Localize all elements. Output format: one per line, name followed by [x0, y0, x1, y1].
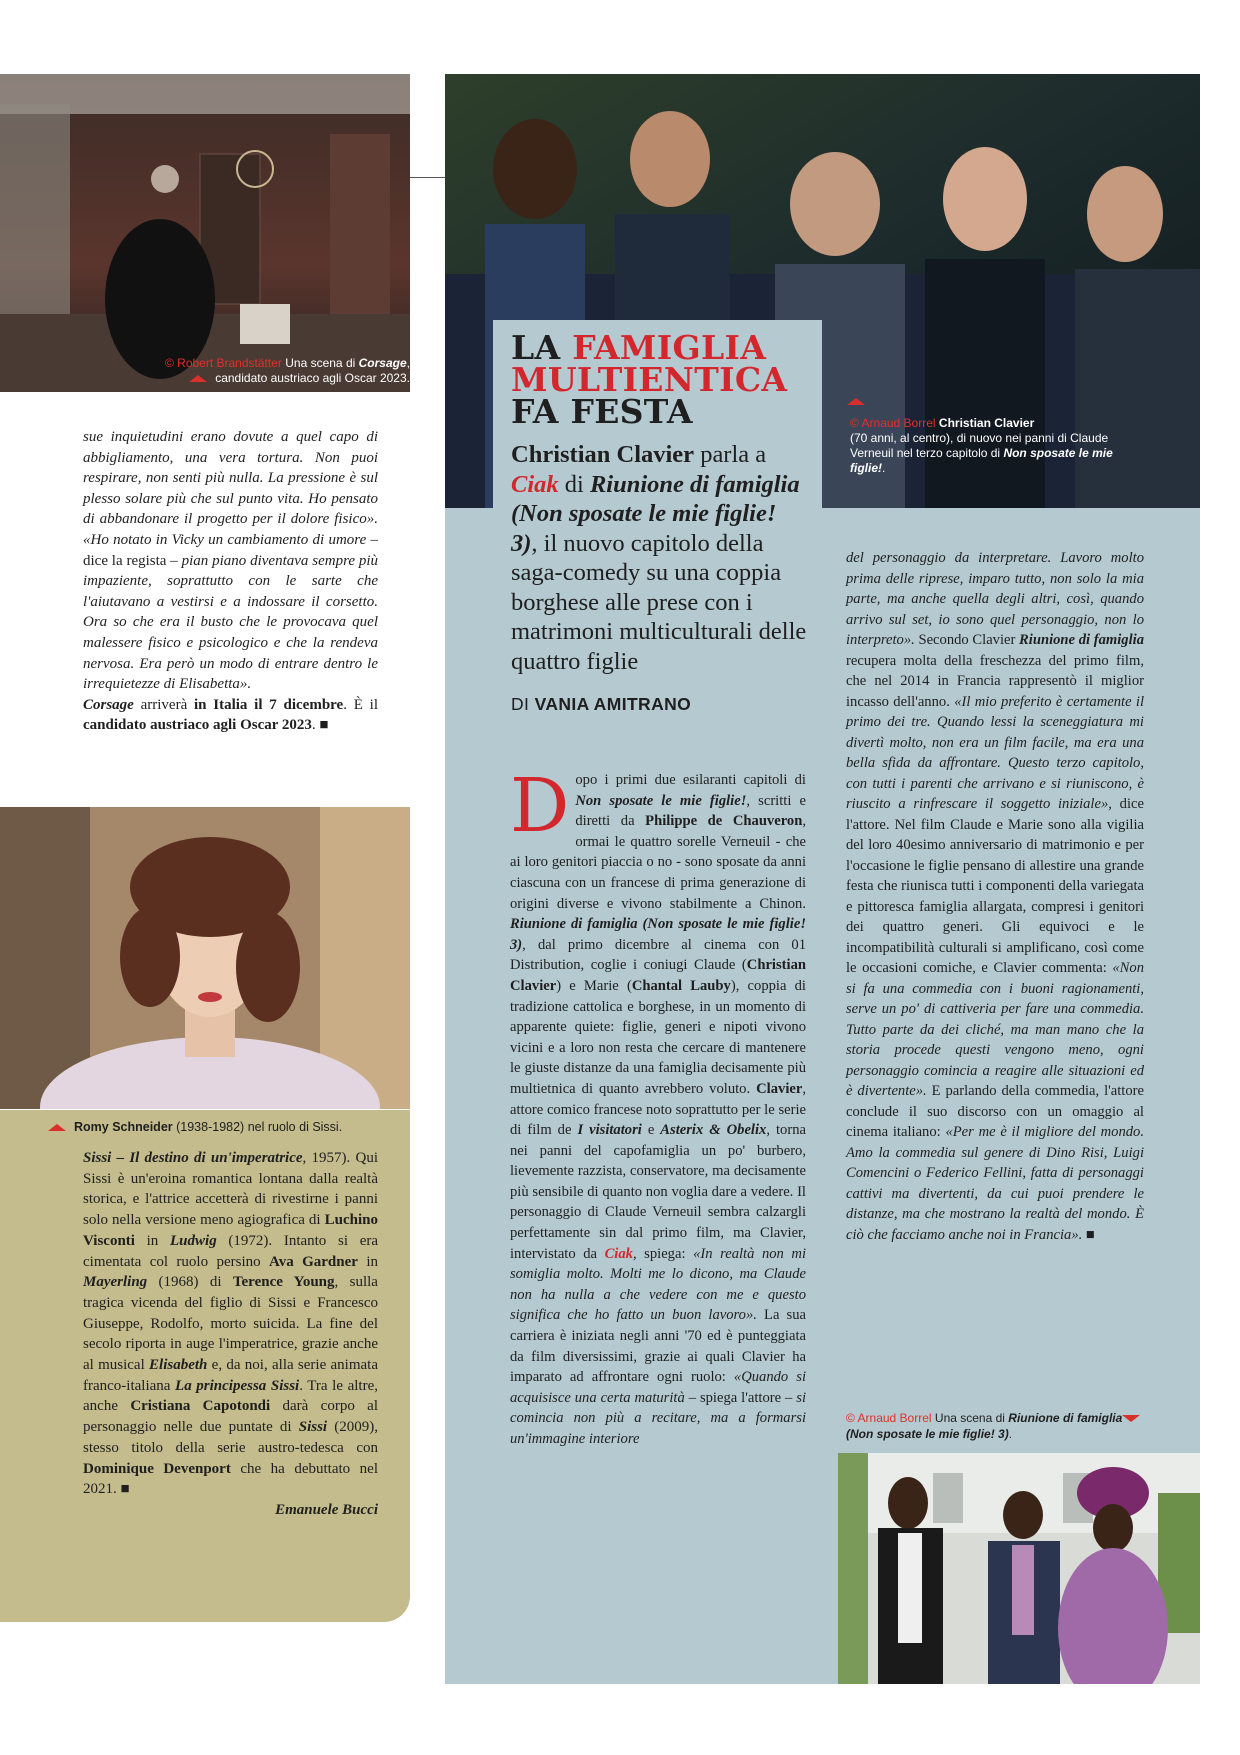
caption-arrow-down-icon: [1122, 1415, 1140, 1422]
romy-photo: [0, 807, 410, 1109]
caption-arrow-icon: [847, 398, 865, 405]
bottom-photo-caption: © Arnaud Borrel Una scena di Riunione di famiglia (Non sposate le mie figlie! 3).: [846, 1410, 1136, 1442]
headline-box: [493, 320, 822, 715]
sissi-text: Sissi – Il destino di un'imperatrice, 1957). Qui Sissi è un'eroina romantica lontana dalla realtà storica, e l'attrice accetterà di rivestirne i panni solo nella versione meno agiografica di Luchino Visconti in Ludwig (1972). Intanto si era cimentata col ruolo persino Ava Gardner in Mayerling (1968) di Terence Young, sulla tragica vicenda del figlio di Sissi e Francesco Giuseppe, Rodolfo, morto suicida. La fine del secolo riporta in auge l'imperatrice, grazie anche al musical Elisabeth e, da noi, alla serie animata franco-italiana La principessa Sissi. Tra le altre, anche Cristiana Capotondi darà corpo al personaggio nelle due puntate di Sissi (2009), stesso titolo della serie austro-tedesca con Dominique Devenport che ha debuttato nel 2021. ■ Emanuele Bucci: [83, 1150, 379, 1518]
sissi-sidebar-box: [0, 1110, 410, 1622]
caption-arrow-icon: [189, 375, 207, 382]
cast-caption: © Arnaud Borrel Christian Clavier (70 anni, al centro), di nuovo nei panni di Claude Verneuil nel terzo capitolo di Non sposate le mie figlie!.: [850, 416, 1130, 476]
corsage-caption: © Robert Brandstätter Una scena di Corsage, candidato austriaco agli Oscar 2023.: [164, 356, 410, 385]
author-signature: Emanuele Bucci: [275, 1501, 378, 1518]
corsage-credit: © Robert Brandstätter: [164, 356, 282, 370]
headline: LA FAMIGLIA MULTIENTICA FA FESTA: [511, 328, 788, 431]
caption-arrow-icon: [48, 1124, 66, 1131]
article-deck: Christian Clavier parla a Ciak di Riunione di famiglia (Non sposate le mie figlie! 3), il nuovo capitolo della saga-comedy su una coppia borghese alle prese con i matrimoni multiculturali delle quattro figlie: [511, 441, 807, 675]
family-photo: [838, 1453, 1200, 1684]
divider-line: [410, 177, 445, 178]
corsage-photo: [0, 74, 410, 392]
byline: DI VANIA AMITRANO: [511, 694, 692, 714]
drop-cap: D: [510, 763, 570, 849]
right-article-text: del personaggio da interpretare. Lavoro molto prima delle riprese, imparo tutto, non solo la mia parte, ma anche quella degli altri, così, quando arrivo sul set, io sono quel personaggio, non lo interpreto». Secondo Clavier Riunione di famiglia recupera molta della freschezza del primo film, che nel 2014 in Francia rappresentò il miglior incasso dell'anno. «Il mio preferito è certamente il primo dei tre. Quando lessi la sceneggiatura mi divertì molto, non era un film facile, ma era una bella sfida da affrontare. Questo terzo capitolo, con tutti i parenti che arrivano e si riuniscono, è riuscito a rinfrescare il soggetto iniziale», dice l'attore. Nel film Claude e Marie sono alla vigilia del loro 40esimo anniversario di matrimonio e per l'occasione le figlie pensano di allestire una grande festa che riunisca tutti i componenti della variegata e pittoresca famiglia allargata, compresi i genitori dei quattro generi. Gli equivoci e le incompatibilità culturali si amplificano, così come le occasioni comiche, e Clavier commenta: «Non si fa una commedia con i buoni ragionamenti, serve un po' di cattiveria per fare una commedia. Tutto parte da dei cliché, ma man mano che la storia procede questi vengono meno, ogni personaggio comincia a reagire alle situazioni ed è divertente». E parlando della commedia, l'attore conclude il suo discorso con un omaggio al cinema italiano: «Per me è il migliore del mondo. Amo la commedia sul genere di Dino Risi, Luigi Comencini o Federico Fellini, fatta di personaggi cattivi ma divertenti, da cui puoi prendere le distanze, ma che mostrano la realtà del mondo. È ciò che facciamo anche noi in Francia». ■: [846, 550, 1144, 1243]
romy-caption: Romy Schneider (1938-1982) nel ruolo di Sissi.: [48, 1120, 342, 1134]
left-article-text: sue inquietudini erano dovute a quel capo di abbigliamento, una vera tortura. Non puoi respirare, non senti più nulla. La pressione è sul plesso solare più che sul punto vita. Ho pensato di abbandonare il progetto per il dolore fisico». «Ho notato in Vicky un cambiamento di umore – dice la regista – pian piano diventava sempre più impaziente, soprattutto con le sarte che l'aiutavano a vestirsi e a indossare il corsetto. Ora so che era il busto che le provocava quel malessere fisico e psicologico e che la rendeva nervosa. Era però un modo di entrare dentro le irrequietezze di Elisabetta». Corsage arriverà in Italia il 7 dicembre. È il candidato austriaco agli Oscar 2023. ■: [83, 429, 379, 734]
main-article-text: Dopo i primi due esilaranti capitoli di Non sposate le mie figlie!, scritti e diretti da Philippe de Chauveron, ormai le quattro sorelle Verneuil - che ai loro genitori piaccia o no - sono sposate da anni ciascuna con un francese di prima generazione di origini diverse e vivono stabilmente a Chinon. Riunione di famiglia (Non sposate le mie figlie! 3), dal primo dicembre al cinema con 01 Distribution, coglie i coniugi Claude (Christian Clavier) e Marie (Chantal Lauby), coppia di tradizione cattolica e borghese, in un momento di apparente quiete: figlie, generi e nipoti vivono vicini e a loro non resta che cercare di mantenere le giuste distanze da una famiglia decisamente più multietnica di quanto avrebbero voluto. Clavier, attore comico francese noto soprattutto per le serie di film de I visitatori e Asterix & Obelix, torna nei panni del capofamiglia un po' burbero, lievemente razzista, conservatore, ma decisamente più sensibile di quanto non voglia dare a vedere. Il personaggio di Claude Verneuil sembra calzargli perfettamente sin dal primo film, ma Clavier, intervistato da Ciak, spiega: «In realtà non mi somiglia molto. Molti me lo dicono, ma Claude non ha nulla a che vedere con me e questo significa che ho fatto un buon lavoro». La sua carriera è iniziata negli anni '70 ed è punteggiata da film diversissimi, grazie ai quali Clavier ha imparato ad affrontare ogni ruolo: «Quando si acquisisce una certa maturità – spiega l'attore – si comincia non più a recitare, ma a formarsi un'immagine interiore: [510, 763, 806, 1447]
